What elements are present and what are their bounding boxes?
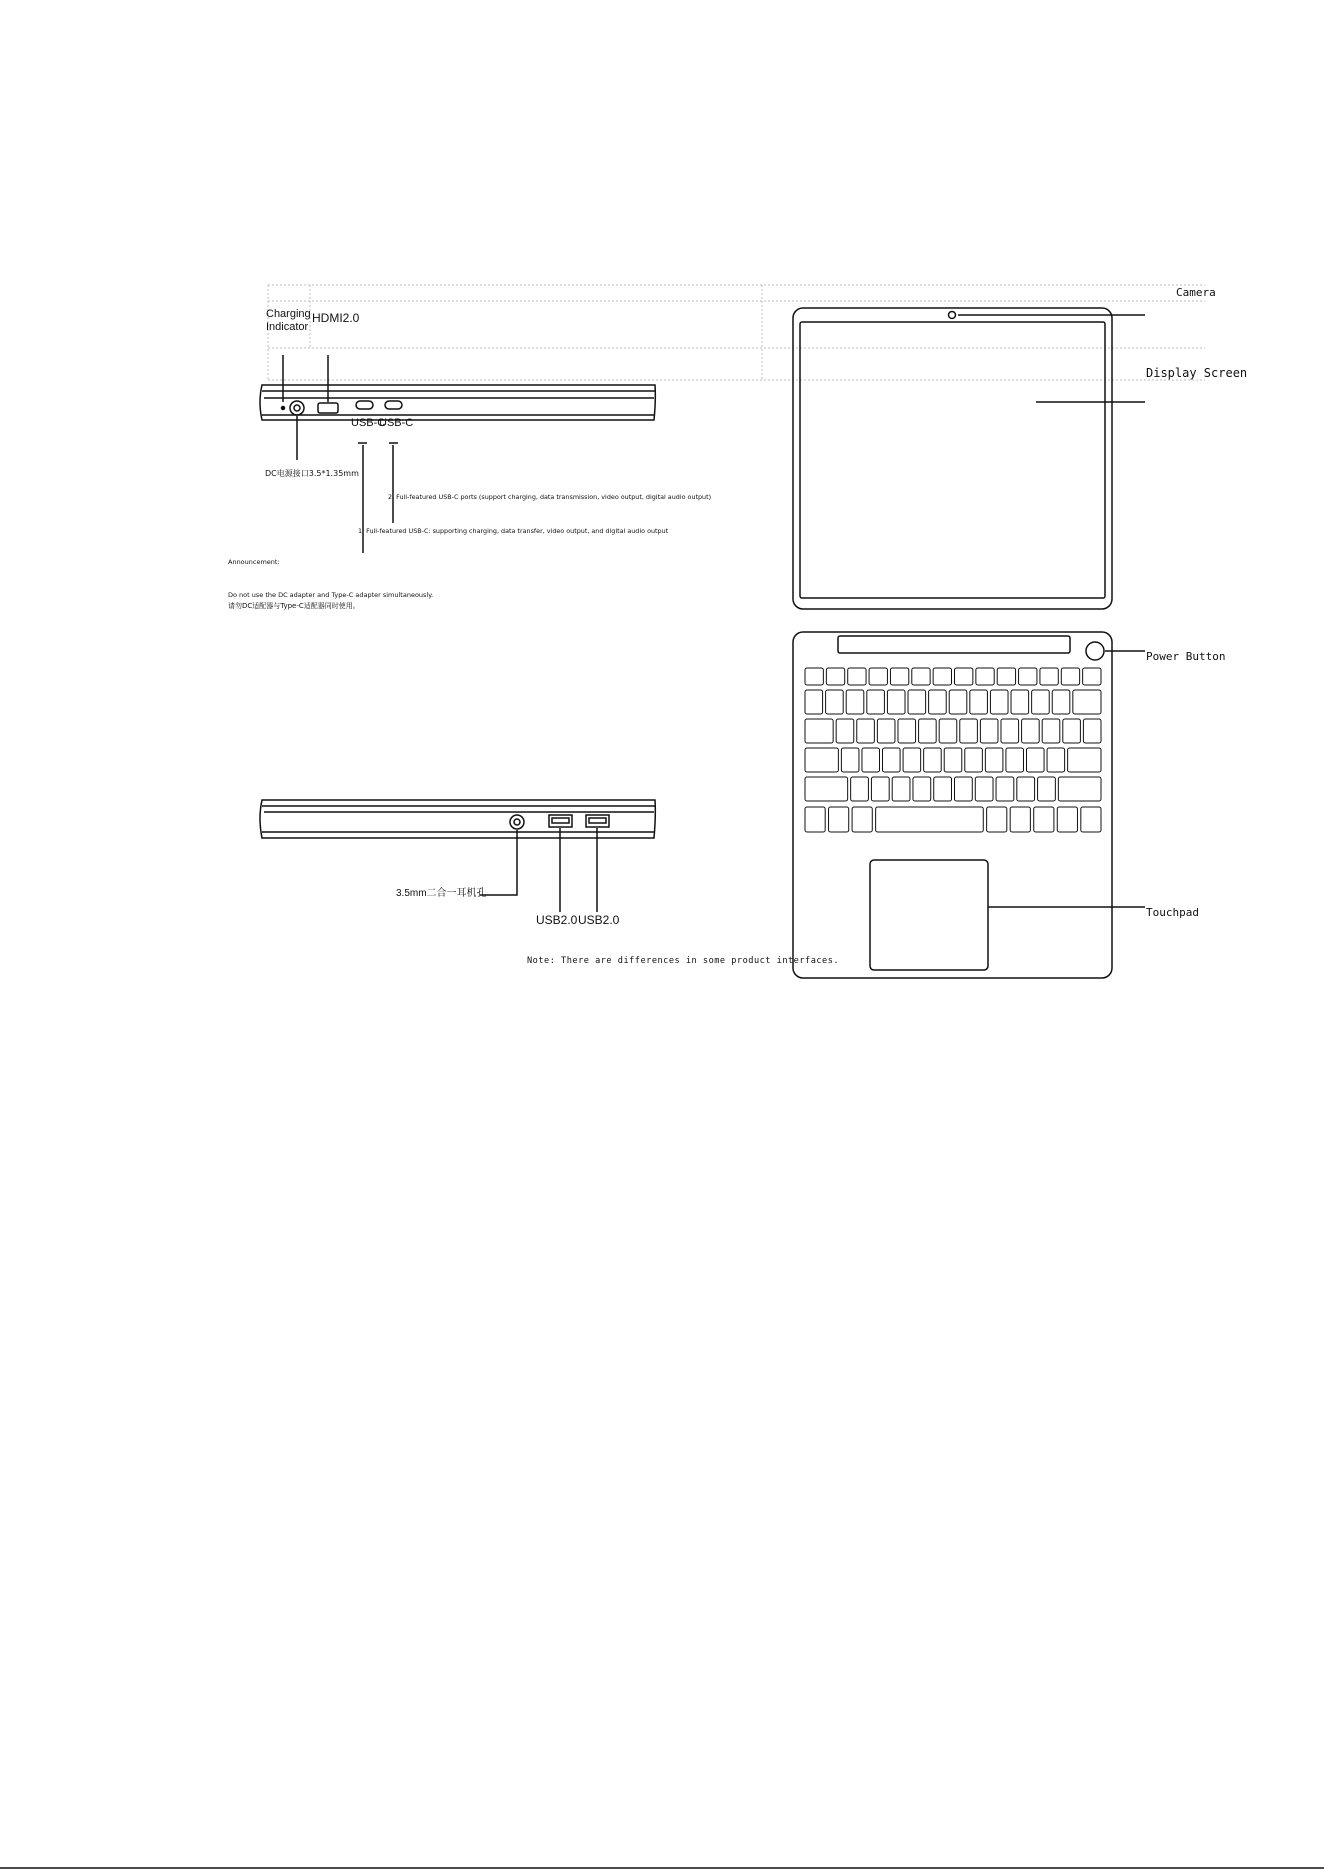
power-button-label: Power Button	[1146, 650, 1226, 663]
keyboard-key-50	[985, 748, 1003, 772]
keyboard-key-38	[1022, 719, 1040, 743]
keyboard-key-19	[908, 690, 926, 714]
touchpad-label: Touchpad	[1146, 906, 1199, 919]
keyboard-key-36	[980, 719, 998, 743]
display-screen-label: Display Screen	[1146, 366, 1248, 380]
keyboard-key-28	[805, 719, 833, 743]
keyboard-key-3	[869, 668, 887, 685]
keyboard-key-31	[877, 719, 895, 743]
keyboard-key-25	[1032, 690, 1050, 714]
keyboard-key-11	[1040, 668, 1058, 685]
announcement-heading: Announcement:	[228, 558, 280, 566]
keyboard	[805, 668, 1101, 832]
camera-icon	[949, 312, 956, 319]
keyboard-key-45	[883, 748, 901, 772]
power-button-icon	[1086, 642, 1104, 660]
keyboard-key-49	[965, 748, 983, 772]
keyboard-key-70	[876, 807, 984, 832]
camera-label: Camera	[1176, 286, 1216, 299]
keyboard-key-41	[1083, 719, 1101, 743]
keyboard-key-32	[898, 719, 916, 743]
keyboard-key-42	[805, 748, 838, 772]
keyboard-key-7	[955, 668, 973, 685]
keyboard-key-68	[829, 807, 849, 832]
usb-c-note-1: 1. Full-featured USB-C: supporting charging, data transfer, video output, and digital audio output	[358, 527, 669, 535]
keyboard-key-8	[976, 668, 994, 685]
keyboard-key-30	[857, 719, 875, 743]
keyboard-key-66	[1058, 777, 1101, 801]
keyboard-key-46	[903, 748, 921, 772]
keyboard-key-62	[975, 777, 993, 801]
keyboard-key-69	[852, 807, 872, 832]
interface-note: Note: There are differences in some product interfaces.	[527, 956, 840, 966]
laptop-top-view	[793, 308, 1112, 978]
keyboard-key-5	[912, 668, 930, 685]
keyboard-key-20	[929, 690, 947, 714]
hinge-bar	[838, 636, 1070, 653]
announcement-line-zh: 请勿DC适配器与Type-C适配器同时使用。	[228, 602, 360, 610]
keyboard-key-61	[955, 777, 973, 801]
keyboard-key-67	[805, 807, 825, 832]
charging-indicator-label-line1: Charging	[266, 308, 311, 320]
hdmi-label: HDMI2.0	[312, 311, 360, 325]
keyboard-key-47	[924, 748, 942, 772]
touchpad	[870, 860, 988, 970]
audio-jack-icon	[510, 815, 524, 829]
callout-lines-right-side	[480, 828, 597, 912]
display-screen	[800, 322, 1105, 598]
keyboard-key-64	[1017, 777, 1035, 801]
dc-port-icon	[290, 401, 304, 415]
keyboard-key-43	[841, 748, 859, 772]
keyboard-key-9	[997, 668, 1015, 685]
audio-jack-label: 3.5mm二合一耳机孔	[396, 888, 487, 899]
keyboard-key-17	[867, 690, 885, 714]
usb2-label-2: USB2.0	[578, 913, 620, 927]
keyboard-key-12	[1061, 668, 1079, 685]
keyboard-key-75	[1081, 807, 1101, 832]
keyboard-key-60	[934, 777, 952, 801]
keyboard-key-0	[805, 668, 823, 685]
keyboard-key-58	[892, 777, 910, 801]
keyboard-key-40	[1063, 719, 1081, 743]
announcement-line-en: Do not use the DC adapter and Type-C adapter simultaneously.	[228, 591, 434, 599]
keyboard-key-24	[1011, 690, 1029, 714]
keyboard-key-29	[836, 719, 854, 743]
usb-c-label-1: USB-C	[351, 417, 386, 429]
charging-indicator-label-line2: Indicator	[266, 321, 309, 333]
callout-lines-top-view	[958, 315, 1145, 907]
keyboard-key-72	[1010, 807, 1030, 832]
keyboard-key-6	[933, 668, 951, 685]
keyboard-key-33	[919, 719, 937, 743]
keyboard-key-59	[913, 777, 931, 801]
keyboard-key-52	[1026, 748, 1044, 772]
keyboard-key-35	[960, 719, 978, 743]
keyboard-key-57	[871, 777, 889, 801]
keyboard-key-26	[1052, 690, 1070, 714]
keyboard-key-37	[1001, 719, 1019, 743]
keyboard-key-65	[1038, 777, 1056, 801]
keyboard-key-73	[1034, 807, 1054, 832]
keyboard-key-74	[1057, 807, 1077, 832]
keyboard-key-14	[805, 690, 823, 714]
charging-indicator-icon	[282, 407, 285, 410]
keyboard-key-53	[1047, 748, 1065, 772]
keyboard-key-48	[944, 748, 962, 772]
laptop-base	[793, 632, 1112, 978]
keyboard-key-27	[1073, 690, 1101, 714]
keyboard-key-63	[996, 777, 1014, 801]
keyboard-key-16	[846, 690, 864, 714]
keyboard-key-22	[970, 690, 988, 714]
keyboard-key-2	[848, 668, 866, 685]
keyboard-key-55	[805, 777, 848, 801]
keyboard-key-51	[1006, 748, 1024, 772]
laptop-lid	[793, 308, 1112, 609]
usb-c-port-icon-1	[356, 401, 373, 409]
keyboard-key-1	[826, 668, 844, 685]
keyboard-key-10	[1019, 668, 1037, 685]
dc-port-label: DC电源接口3.5*1.35mm	[265, 469, 359, 478]
keyboard-key-71	[987, 807, 1007, 832]
keyboard-key-13	[1083, 668, 1101, 685]
keyboard-key-54	[1068, 748, 1101, 772]
laptop-right-side-view	[260, 800, 655, 838]
usb-c-label-2: USB-C	[379, 417, 414, 429]
usb-c-port-icon-2	[385, 401, 402, 409]
keyboard-key-39	[1042, 719, 1060, 743]
usb2-label-1: USB2.0	[536, 913, 578, 927]
hdmi-port-icon	[318, 403, 338, 413]
keyboard-key-23	[990, 690, 1008, 714]
usb-c-note-2: 2. Full-featured USB-C ports (support charging, data transmission, video output, digital audio output)	[388, 493, 712, 501]
keyboard-key-56	[851, 777, 869, 801]
laptop-left-side-view	[260, 385, 655, 420]
keyboard-key-18	[887, 690, 905, 714]
keyboard-key-15	[826, 690, 844, 714]
keyboard-key-34	[939, 719, 957, 743]
table-gridlines	[268, 285, 1205, 380]
keyboard-key-21	[949, 690, 967, 714]
keyboard-key-44	[862, 748, 880, 772]
keyboard-key-4	[890, 668, 908, 685]
